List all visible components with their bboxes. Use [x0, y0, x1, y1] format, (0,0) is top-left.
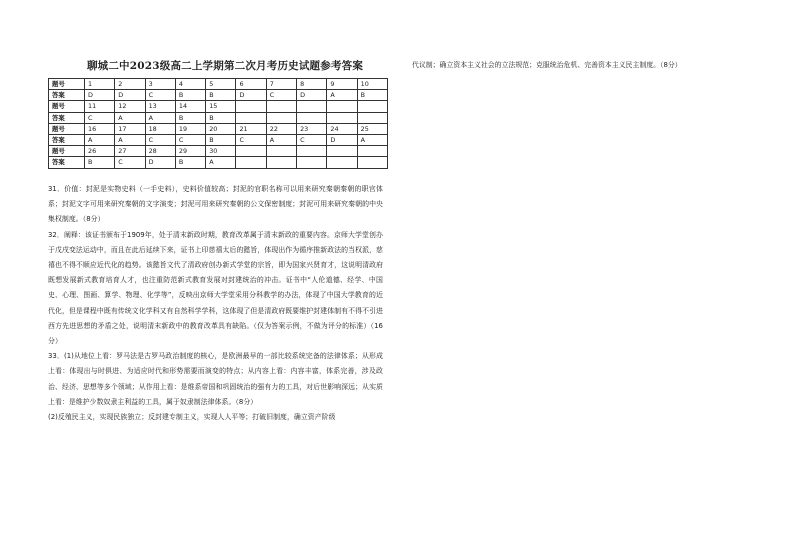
table-cell: 22 [266, 123, 296, 134]
table-cell: 18 [145, 123, 175, 134]
table-cell [357, 101, 387, 112]
table-row [49, 146, 388, 157]
table-cell [266, 146, 296, 157]
table-cell: C [85, 112, 115, 123]
table-row [49, 79, 388, 90]
table-cell: 1 [85, 79, 115, 90]
table-cell: 9 [327, 79, 357, 90]
table-row [49, 123, 388, 134]
left-column-answers [48, 182, 383, 425]
table-cell: 8 [297, 79, 327, 90]
table-row [49, 112, 388, 123]
table-cell [327, 112, 357, 123]
table-cell [297, 101, 327, 112]
table-row [49, 101, 388, 112]
table-cell: 5 [206, 79, 236, 90]
row-label: 答案 [49, 134, 85, 145]
table-cell: 15 [206, 101, 236, 112]
table-cell: 20 [206, 123, 236, 134]
table-cell [327, 157, 357, 168]
table-cell: 26 [85, 146, 115, 157]
table-cell: C [236, 134, 266, 145]
table-cell: B [206, 134, 236, 145]
row-label: 题号 [49, 146, 85, 157]
table-cell [297, 112, 327, 123]
row-label: 题号 [49, 79, 85, 90]
table-cell: A [85, 134, 115, 145]
table-cell: 29 [175, 146, 205, 157]
table-cell: C [145, 134, 175, 145]
table-cell: 23 [297, 123, 327, 134]
table-cell: A [145, 112, 175, 123]
answer-table [48, 78, 388, 169]
table-cell: 24 [327, 123, 357, 134]
table-cell: B [206, 90, 236, 101]
right-column-answers [412, 58, 752, 72]
table-cell: D [85, 90, 115, 101]
document-title: 聊城二中2023级高二上学期第二次月考历史试题参考答案 [86, 60, 364, 72]
table-cell [297, 157, 327, 168]
answer-paragraph: 31．价值：封泥是实物史料（一手史料），史料价值较高；封泥的官职名称可以用来研究秦朝秦朝的职官体系；封泥文字可用来研究秦朝的文字演变；封泥可用来研究秦朝的公文保密制度；封泥可用来研究秦朝的中央集权制度。（8分） [48, 185, 383, 224]
table-cell: C [297, 134, 327, 145]
table-cell [236, 146, 266, 157]
table-cell: 7 [266, 79, 296, 90]
table-cell: 3 [145, 79, 175, 90]
row-label: 题号 [49, 101, 85, 112]
row-label: 答案 [49, 112, 85, 123]
table-row [49, 157, 388, 168]
answer-paragraph: (2)反殖民主义，实现民族独立；反封建专制主义，实现人人平等；打破旧制度，确立资产阶级 [48, 413, 336, 422]
table-cell [266, 112, 296, 123]
table-cell: A [327, 90, 357, 101]
table-cell: B [175, 157, 205, 168]
table-cell: 28 [145, 146, 175, 157]
table-cell: A [115, 134, 145, 145]
table-cell: 17 [115, 123, 145, 134]
table-cell: D [297, 90, 327, 101]
table-cell: 30 [206, 146, 236, 157]
table-cell: C [145, 90, 175, 101]
table-cell [266, 157, 296, 168]
table-cell: A [357, 134, 387, 145]
table-cell: C [266, 90, 296, 101]
answer-table-body [49, 79, 388, 169]
table-cell: 27 [115, 146, 145, 157]
table-cell: B [175, 112, 205, 123]
table-cell: 19 [175, 123, 205, 134]
table-cell: D [115, 90, 145, 101]
table-cell: 13 [145, 101, 175, 112]
table-cell: D [236, 90, 266, 101]
row-label: 题号 [49, 123, 85, 134]
table-row [49, 134, 388, 145]
table-cell [266, 101, 296, 112]
table-cell: D [145, 157, 175, 168]
table-cell: C [115, 157, 145, 168]
table-cell: B [85, 157, 115, 168]
answer-paragraph: 代议制；确立资本主义社会的立法规范；克服统治危机、完善资本主义民主制度。（8分） [412, 61, 682, 69]
answer-paragraph: 33．(1)从地位上看：罗马法是古罗马政治制度的核心，是欧洲最早的一部比较系统完备的法律体系；从形成上看：体现出与时俱进、为适应时代和形势需要而演变的特点；从内容上看：内容丰富，体系完善，涉及政治、经济、思想等多个领域；从作用上看：是维系帝国和巩固统治的强有力的工具，对后世影响深远；从实质上看：是维护少数奴隶主利益的工具，属于奴隶制法律体系。（8分） [48, 352, 383, 406]
table-cell: A [266, 134, 296, 145]
table-cell [357, 112, 387, 123]
table-cell: 12 [115, 101, 145, 112]
table-cell: D [327, 134, 357, 145]
table-cell [236, 101, 266, 112]
table-cell: 6 [236, 79, 266, 90]
table-cell [236, 112, 266, 123]
table-cell [297, 146, 327, 157]
answer-paragraph: 32．阐释：该证书颁布于1909年，处于清末新政时期，教育改革属于清末新政的重要内容。京师大学堂创办于戊戌变法运动中，而且在此后延续下来，证书上印慈禧太后的懿旨，体现出作为循序推新政法的当权派，慈禧也不得不顺应近代化的趋势。该懿旨文代了清政府创办新式学堂的宗旨，即为国家兴贤育才，这说明清政府既想发展新式教育培育人才，也注重防范新式教育发展对封建统治的冲击。证书中“人伦道德、经学、中国史、心理、图画、算学、物理、化学等”，反映出京师大学堂采用分科教学的办法，体现了中国大学教育的近代化，但是课程中既有传统文化学科又有自然科学学科，这体现了但是清政府既要维护封建体制有不得不引进西方先进思想的矛盾之处，说明清末新政中的教育改革具有缺陷。（仅为答案示例，不做为评分的标准）（16分） [48, 230, 383, 346]
table-row [49, 90, 388, 101]
table-cell: B [175, 90, 205, 101]
table-cell: 14 [175, 101, 205, 112]
table-cell: B [206, 112, 236, 123]
table-cell: 21 [236, 123, 266, 134]
table-cell [236, 157, 266, 168]
table-cell [357, 157, 387, 168]
row-label: 答案 [49, 90, 85, 101]
table-cell: 25 [357, 123, 387, 134]
table-cell: B [357, 90, 387, 101]
table-cell [327, 146, 357, 157]
table-cell: A [115, 112, 145, 123]
table-cell: 11 [85, 101, 115, 112]
table-cell [357, 146, 387, 157]
table-cell [327, 101, 357, 112]
table-cell: 4 [175, 79, 205, 90]
table-cell: 16 [85, 123, 115, 134]
table-cell: 10 [357, 79, 387, 90]
table-cell: C [175, 134, 205, 145]
row-label: 答案 [49, 157, 85, 168]
table-cell: A [206, 157, 236, 168]
table-cell: 2 [115, 79, 145, 90]
